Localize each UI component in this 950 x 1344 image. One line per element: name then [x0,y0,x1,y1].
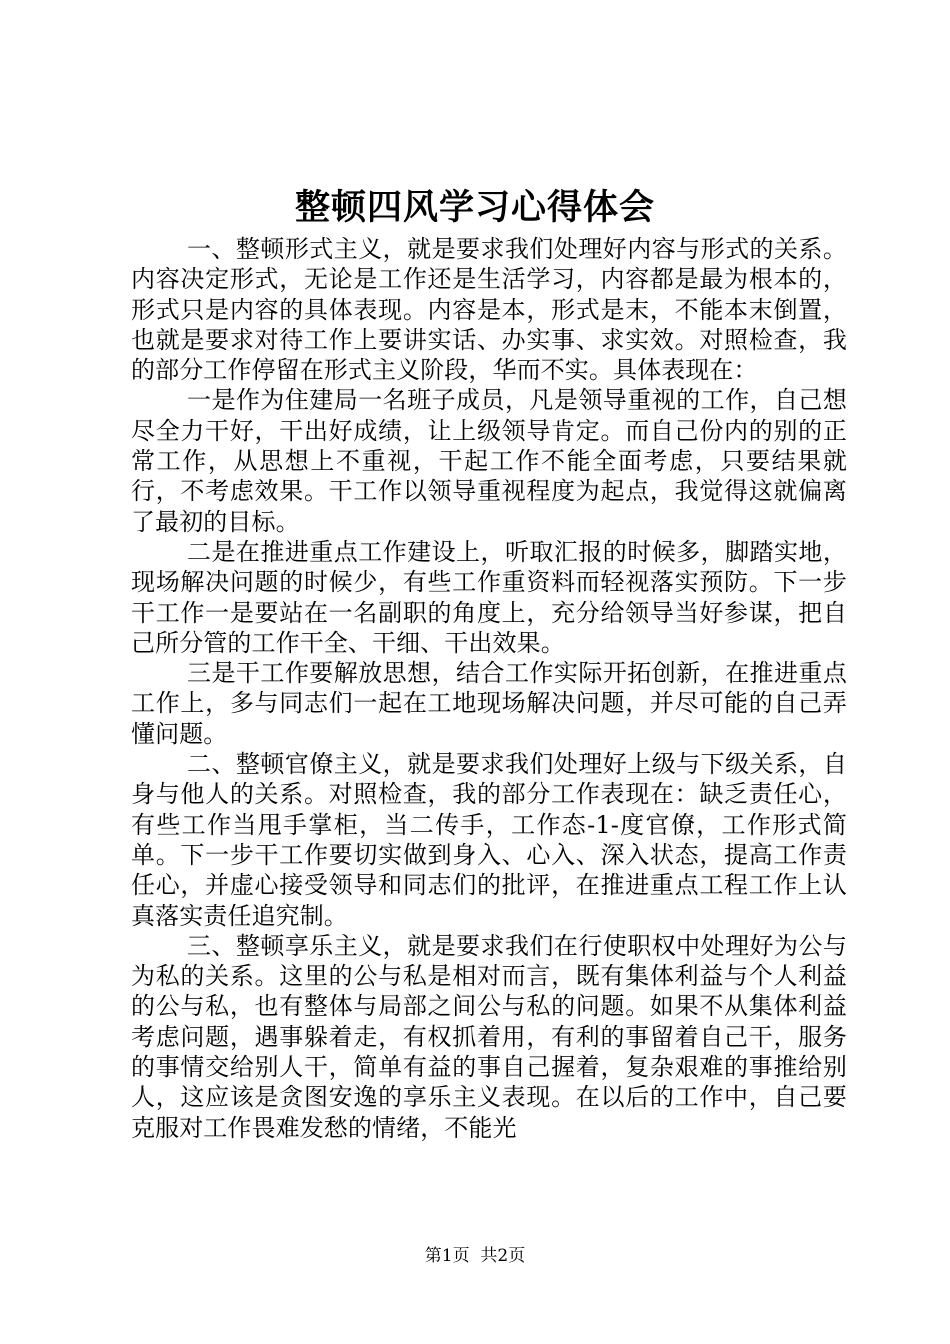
page-number-label: 第1页 共2页 [424,1246,526,1266]
paragraph-point-three: 三是干工作要解放思想，结合工作实际开拓创新，在推进重点工作上，多与同志们一起在工地现场解决问题，并尽可能的自己弄懂问题。 [131,659,847,748]
document-body [131,234,847,1143]
page-footer [0,1245,950,1267]
paragraph-bureaucratism: 二、整顿官僚主义，就是要求我们处理好上级与下级关系，自身与他人的关系。对照检查，我的部分工作表现在：缺乏责任心，有些工作当甩手掌柜，当二传手，工作态-1-度官僚，工作形式简单。下一步干工作要切实做到身入、心入、深入状态，提高工作责任心，并虚心接受领导和同志们的批评，在推进重点工程工作上认真落实责任追究制。 [131,750,847,930]
paragraph-point-two: 二是在推进重点工作建设上，听取汇报的时候多，脚踏实地，现场解决问题的时候少，有些工作重资料而轻视落实预防。下一步干工作一是要站在一名副职的角度上，充分给领导当好参谋，把自己所分管的工作干全、干细、干出效果。 [131,537,847,657]
paragraph-formalism: 一、整顿形式主义，就是要求我们处理好内容与形式的关系。内容决定形式，无论是工作还是生活学习，内容都是最为根本的，形式只是内容的具体表现。内容是本，形式是末，不能本末倒置，也就是要求对待工作上要讲实话、办实事、求实效。对照检查，我的部分工作停留在形式主义阶段，华而不实。具体表现在： [131,235,847,385]
document-title: 整顿四风学习心得体会 [294,187,655,228]
paragraph-point-one: 一是作为住建局一名班子成员，凡是领导重视的工作，自己想尽全力干好，干出好成绩，让上级领导肯定。而自己份内的别的正常工作，从思想上不重视，干起工作不能全面考虑，只要结果就行，不考虑效果。干工作以领导重视程度为起点，我觉得这就偏离了最初的目标。 [131,386,847,536]
paragraph-hedonism: 三、整顿享乐主义，就是要求我们在行使职权中处理好为公与为私的关系。这里的公与私是相对而言，既有集体利益与个人利益的公与私，也有整体与局部之间公与私的问题。如果不从集体利益考虑问题，遇事躲着走，有权抓着用，有利的事留着自己干，服务的事情交给别人干，简单有益的事自己握着，复杂艰难的事推给别人，这应该是贪图安逸的享乐主义表现。在以后的工作中，自己要克服对工作畏难发愁的情绪，不能光 [131,931,847,1142]
